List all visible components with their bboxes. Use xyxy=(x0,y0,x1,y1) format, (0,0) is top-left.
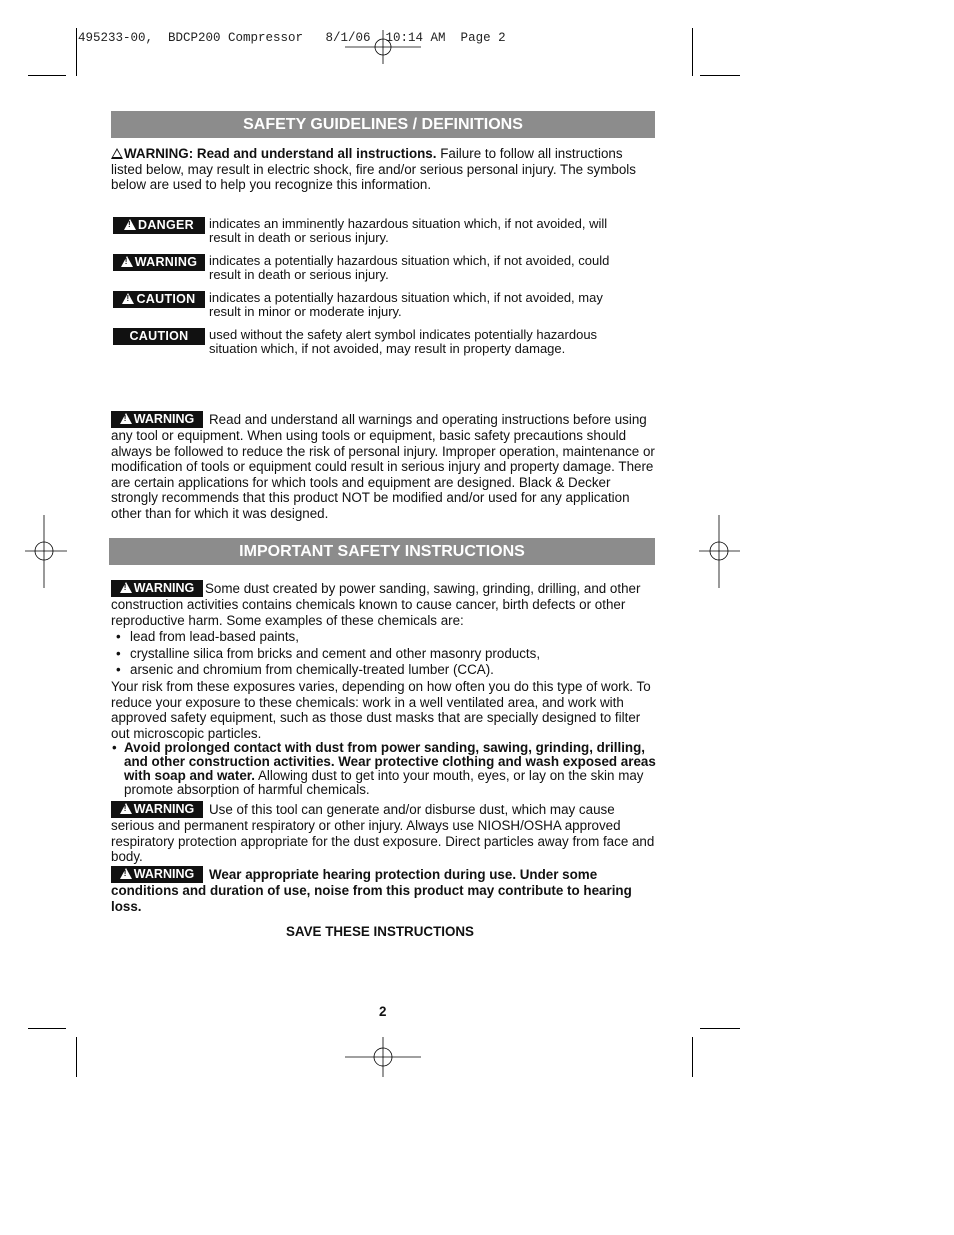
definition-danger: indicates an imminently hazardous situation which, if not avoided, will result in death or serious injury. xyxy=(209,216,608,245)
list-item: • crystalline silica from bricks and cement and other masonry products, xyxy=(116,646,541,661)
respiratory-warning: !WARNING Use of this tool can generate and/or disburse dust, which may cause serious and permanent respiratory or other injury. Always use NIOSH/OSHA approved respiratory protection appropriate for the dust exposure. Direct particles away from face and body. xyxy=(111,801,656,865)
general-warning: !WARNING Read and understand all warnings and operating instructions before using any tool or equipment. When using tools or equipment, basic safety precautions should always be followed to reduce the risk of personal injury. Improper operation, maintenance or modification of tools or equipment could result in serious injury and property damage. There are certain applications for which tools and equipment are designed. Black & Decker strongly recommends that this product NOT be modified and/or used for any application other than for which it was designed. xyxy=(111,411,656,521)
warning-badge: !WARNING xyxy=(111,411,203,428)
dust-warning: !WARNING Some dust created by power sanding, sawing, grinding, drilling, and other construction activities contains chemicals known to cause cancer, birth defects or other reproductive harm. Some examples of these chemicals are: xyxy=(111,580,659,628)
caution-badge: !CAUTION xyxy=(113,291,205,308)
save-instructions: SAVE THESE INSTRUCTIONS xyxy=(286,924,474,939)
list-item: • arsenic and chromium from chemically-treated lumber (CCA). xyxy=(116,662,494,677)
alert-triangle-icon xyxy=(120,413,132,424)
alert-triangle-icon xyxy=(120,803,132,814)
definition-warning: indicates a potentially hazardous situation which, if not avoided, could result in death or serious injury. xyxy=(209,253,610,282)
danger-badge: !DANGER xyxy=(113,217,205,234)
intro-warning: WARNING: Read and understand all instructions. Failure to follow all instructions listed below, may result in electric shock, fire and/or serious personal injury. The symbols below are used to help you recognize this information. xyxy=(111,146,636,192)
hearing-warning: !WARNING Wear appropriate hearing protection during use. Under some conditions and duration of use, noise from this product may contribute to hearing loss. xyxy=(111,866,641,914)
warning-triangle-icon xyxy=(111,148,123,159)
section-title-definitions: SAFETY GUIDELINES / DEFINITIONS xyxy=(111,111,655,138)
section-title-important: IMPORTANT SAFETY INSTRUCTIONS xyxy=(109,538,655,565)
page-number: 2 xyxy=(379,1004,387,1019)
definition-caution: indicates a potentially hazardous situation which, if not avoided, may result in minor or moderate injury. xyxy=(209,290,603,319)
print-slug: 495233-00, BDCP200 Compressor 8/1/06 10:14 AM Page 2 xyxy=(78,31,506,45)
definition-caution-no-symbol: used without the safety alert symbol indicates potentially hazardous situation which, if not avoided, may result in property damage. xyxy=(209,327,598,356)
alert-triangle-icon xyxy=(120,582,132,593)
alert-triangle-icon xyxy=(122,293,134,304)
alert-triangle-icon xyxy=(120,868,132,879)
alert-triangle-icon xyxy=(121,256,133,267)
warning-badge: !WARNING xyxy=(111,866,203,883)
warning-badge: !WARNING xyxy=(111,801,203,818)
avoid-contact-item: • Avoid prolonged contact with dust from power sanding, sawing, grinding, drilling, and other construction activities. Wear protective clothing and wash exposed areas with soap and water. Allowing dust to get into your mouth, eyes, or lay on the skin may promote absorption of harmful chemicals. xyxy=(112,740,656,797)
warning-badge: !WARNING xyxy=(113,254,205,271)
list-item: • lead from lead-based paints, xyxy=(116,629,299,644)
risk-paragraph: Your risk from these exposures varies, depending on how often you do this type of work. To reduce your exposure to these chemicals: work in a well ventilated area, and work with approved safety equipment, such as those dust masks that are specially designed to filter out microscopic particles. xyxy=(111,679,651,741)
warning-badge: !WARNING xyxy=(111,580,203,597)
alert-triangle-icon xyxy=(124,219,136,230)
caution-badge-no-symbol: CAUTION xyxy=(113,328,205,345)
